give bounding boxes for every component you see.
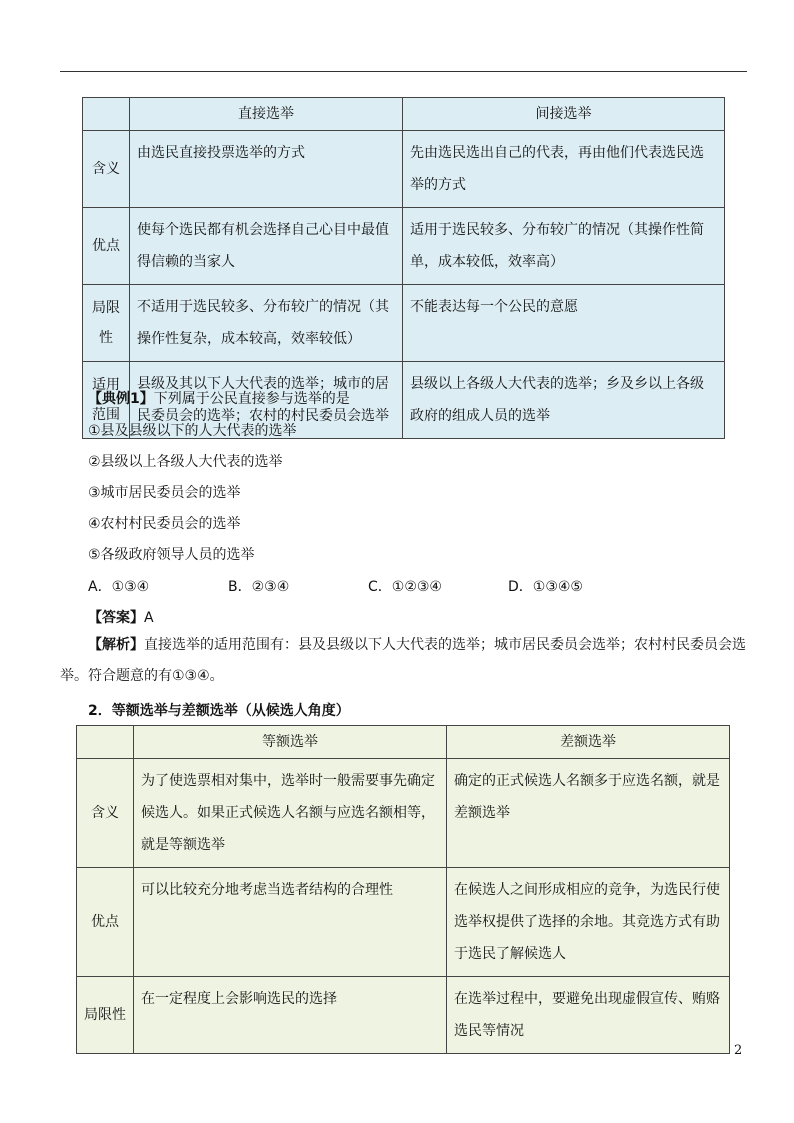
table-row	[83, 285, 725, 362]
section-heading: 2．等额选举与差额选举（从候选人角度）	[88, 703, 350, 719]
table-cell: 可以比较充分地考虑当选者结构的合理性	[134, 868, 447, 977]
table-header-row	[77, 726, 730, 759]
table-header-cell-empty	[77, 726, 134, 759]
table-cell: 在选举过程中，要避免出现虚假宣传、贿赂选民等情况	[447, 977, 730, 1054]
table-row	[77, 868, 730, 977]
example-item: ③城市居民委员会的选举	[88, 485, 241, 501]
table-cell: 在候选人之间形成相应的竞争，为选民行使选举权提供了选择的余地。其竞选方式有助于选民了解候选人	[447, 868, 730, 977]
table-cell: 适用于选民较多、分布较广的情况（其操作性简单，成本较低，效率高）	[403, 208, 725, 285]
table-row	[83, 131, 725, 208]
row-label: 局限性	[77, 977, 134, 1054]
table-cell: 不能表达每一个公民的意愿	[403, 285, 725, 362]
row-label: 适用范围	[83, 362, 130, 439]
analysis-paragraph	[60, 630, 746, 692]
option-d: D．①③④⑤	[508, 579, 583, 595]
example-item: ①县及县级以下的人大代表的选举	[88, 423, 297, 439]
table-cell: 县级以上各级人大代表的选举；乡及乡以上各级政府的组成人员的选举	[403, 362, 725, 439]
table-cell: 县级及其以下人大代表的选举；城市的居民委员会的选举；农村的村民委员会选举	[130, 362, 403, 439]
option-b: B．②③④	[228, 579, 290, 595]
answer-value: A	[144, 610, 154, 626]
table-cell: 为了使选票相对集中，选举时一般需要事先确定候选人。如果正式候选人名额与应选名额相等，就是等额选举	[134, 759, 447, 868]
example-item: ④农村村民委员会的选举	[88, 516, 241, 532]
table-cell: 由选民直接投票选举的方式	[130, 131, 403, 208]
table-header-differential: 差额选举	[447, 726, 730, 759]
table-row	[77, 759, 730, 868]
example-question-text: 下列属于公民直接参与选举的是	[153, 391, 350, 407]
table-cell: 不适用于选民较多、分布较广的情况（其操作性复杂，成本较高，效率较低）	[130, 285, 403, 362]
analysis-text: 直接选举的适用范围有：县及县级以下人大代表的选举；城市居民委员会选举；农村村民委员会选举。符合题意的有①③④。	[60, 637, 746, 684]
option-a: A．①③④	[88, 579, 150, 595]
row-label: 含义	[77, 759, 134, 868]
table-header-cell-empty	[83, 98, 130, 131]
table-cell: 使每个选民都有机会选择自己心目中最值得信赖的当家人	[130, 208, 403, 285]
table-cell: 先由选民选出自己的代表，再由他们代表选民选举的方式	[403, 131, 725, 208]
example-item: ⑤各级政府领导人员的选举	[88, 547, 255, 563]
table-row	[83, 208, 725, 285]
row-label: 优点	[77, 868, 134, 977]
table-header-equal: 等额选举	[134, 726, 447, 759]
example-question	[88, 388, 350, 408]
option-c: C．①②③④	[368, 579, 442, 595]
table-row	[77, 977, 730, 1054]
example-tag: 【典例1】	[88, 391, 154, 407]
equal-differential-election-table	[76, 725, 730, 1054]
example-item: ②县级以上各级人大代表的选举	[88, 454, 283, 470]
table-header-row	[83, 98, 725, 131]
table-cell: 确定的正式候选人名额多于应选名额，就是差额选举	[447, 759, 730, 868]
row-label: 局限性	[83, 285, 130, 362]
row-label: 优点	[83, 208, 130, 285]
table-header-indirect: 间接选举	[403, 98, 725, 131]
analysis-tag: 【解析】	[88, 637, 144, 653]
table-header-direct: 直接选举	[130, 98, 403, 131]
page-number: 2	[734, 1043, 743, 1058]
header-rule	[60, 71, 747, 72]
table-cell: 在一定程度上会影响选民的选择	[134, 977, 447, 1054]
row-label: 含义	[83, 131, 130, 208]
answer-tag: 【答案】	[88, 610, 144, 626]
answer-line	[88, 607, 154, 627]
